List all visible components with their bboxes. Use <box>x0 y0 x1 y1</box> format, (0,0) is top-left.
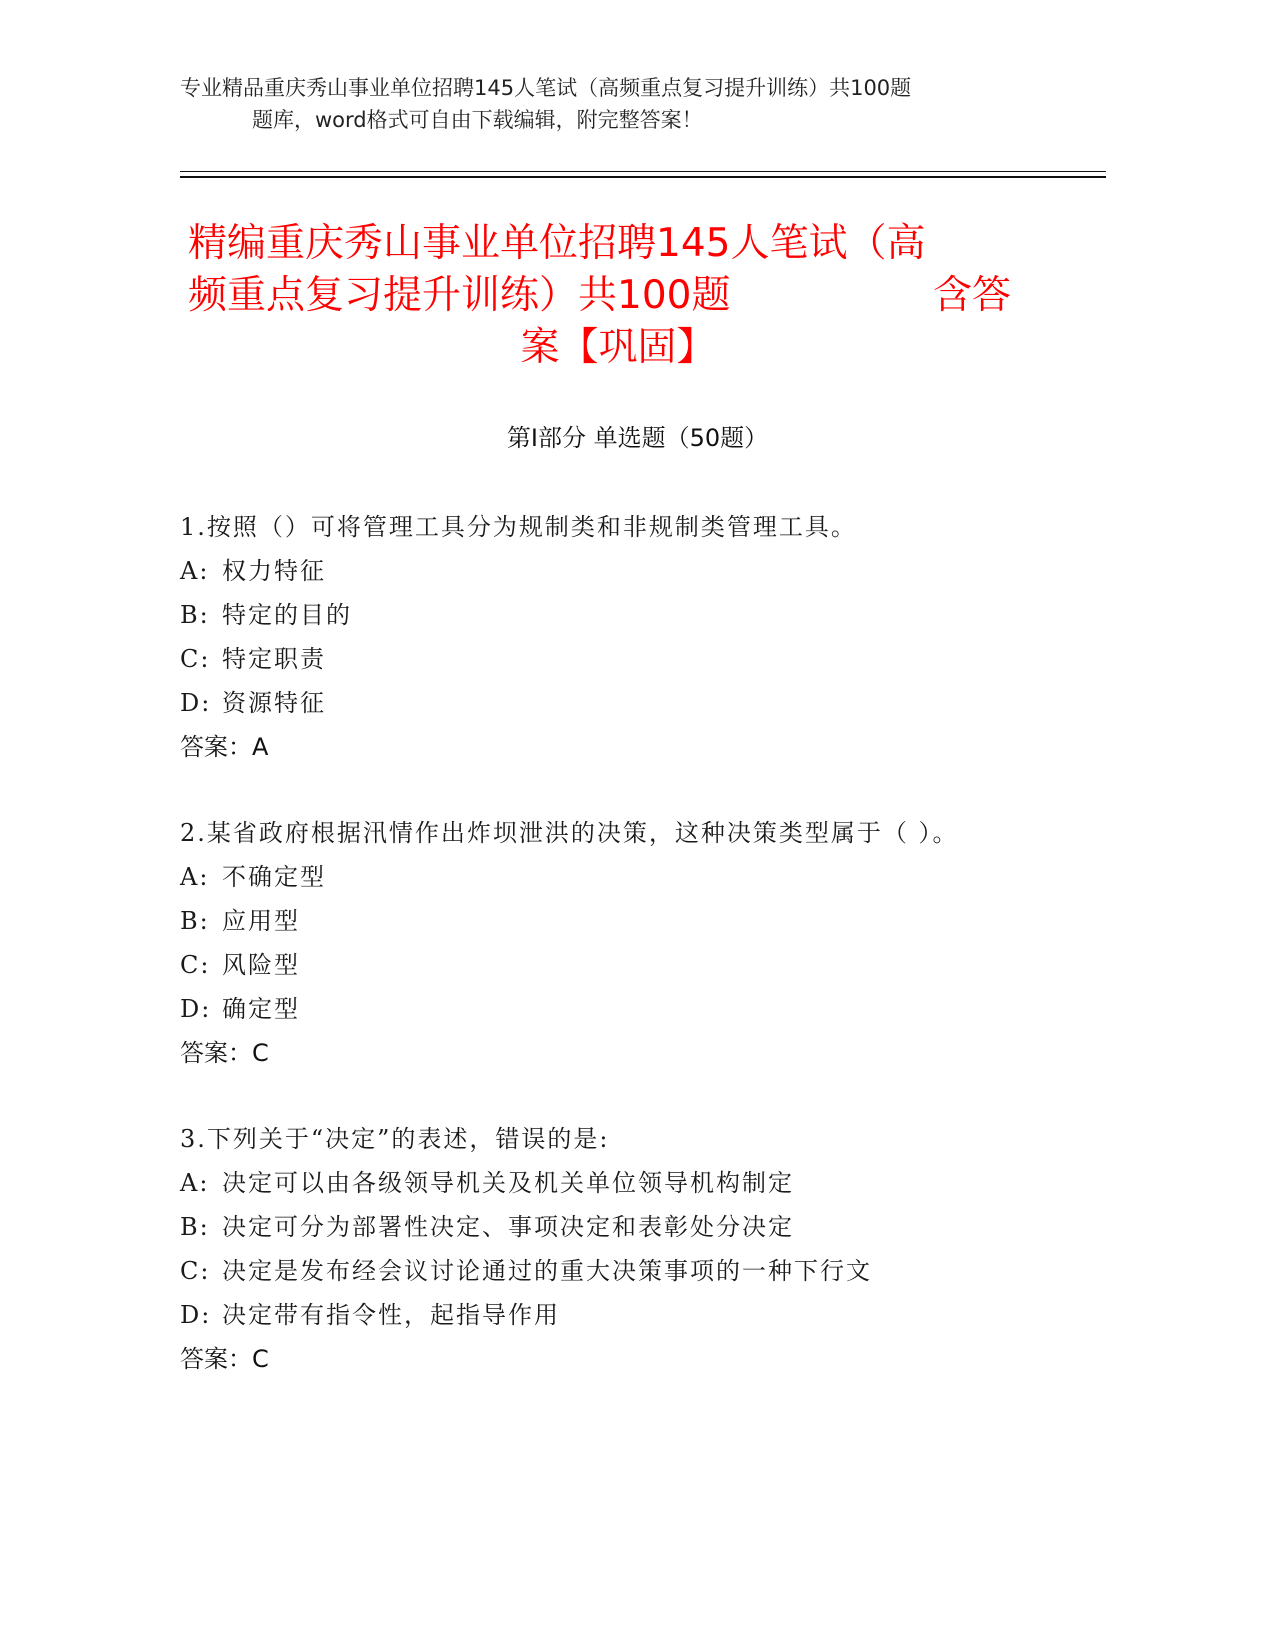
option-key: A: <box>180 1169 210 1197</box>
title-line-3: 案【巩固】 <box>520 325 716 370</box>
option-a <box>180 1161 1010 1205</box>
option-b <box>180 593 1010 637</box>
header-divider-thick <box>180 176 1106 178</box>
option-d <box>180 987 1010 1031</box>
option-c <box>180 943 1010 987</box>
option-d <box>180 681 1010 725</box>
option-text: 应用型 <box>222 907 300 935</box>
answer-line: 答案：C <box>180 1345 269 1373</box>
option-text: 确定型 <box>222 995 300 1023</box>
option-text: 权力特征 <box>222 557 326 585</box>
option-text: 特定职责 <box>222 645 326 673</box>
title-line-2 <box>188 270 1028 322</box>
document-header <box>180 72 1040 136</box>
option-key: D: <box>180 1301 212 1329</box>
option-key: C: <box>180 1257 211 1285</box>
option-key: A: <box>180 557 210 585</box>
title-line-2-text: 频重点复习提升训练）共100题 <box>188 273 731 318</box>
option-a <box>180 855 1010 899</box>
option-text: 决定是发布经会议讨论通过的重大决策事项的一种下行文 <box>222 1257 872 1285</box>
option-text: 决定可以由各级领导机关及机关单位领导机构制定 <box>222 1169 794 1197</box>
question-stem: 2.某省政府根据汛情作出炸坝泄洪的决策，这种决策类型属于（ ）。 <box>180 819 959 847</box>
option-text: 决定可分为部署性决定、事项决定和表彰处分决定 <box>222 1213 794 1241</box>
option-a <box>180 549 1010 593</box>
answer-line: 答案：C <box>180 1039 269 1067</box>
option-key: D: <box>180 689 212 717</box>
option-key: C: <box>180 951 211 979</box>
header-divider-thin <box>180 171 1106 172</box>
question-1 <box>180 505 1010 769</box>
question-2 <box>180 811 1010 1075</box>
question-stem: 1.按照（）可将管理工具分为规制类和非规制类管理工具。 <box>180 513 857 541</box>
option-text: 特定的目的 <box>222 601 352 629</box>
option-text: 不确定型 <box>222 863 326 891</box>
document-title <box>188 218 1028 374</box>
header-line-1: 专业精品重庆秀山事业单位招聘145人笔试（高频重点复习提升训练）共100题 <box>180 76 912 100</box>
option-key: C: <box>180 645 211 673</box>
option-key: B: <box>180 1213 210 1241</box>
option-text: 资源特征 <box>222 689 326 717</box>
option-key: A: <box>180 863 210 891</box>
section-title: 第Ⅰ部分 单选题（50题） <box>506 424 769 452</box>
option-key: B: <box>180 601 210 629</box>
option-text: 风险型 <box>222 951 300 979</box>
header-line-2: 题库，word格式可自由下载编辑，附完整答案！ <box>252 108 703 132</box>
option-d <box>180 1293 1010 1337</box>
option-b <box>180 899 1010 943</box>
question-list <box>180 505 1010 1423</box>
answer-line: 答案：A <box>180 733 269 761</box>
title-line-1: 精编重庆秀山事业单位招聘145人笔试（高 <box>188 221 926 266</box>
option-c <box>180 637 1010 681</box>
question-3 <box>180 1117 1010 1381</box>
title-line-2-suffix: 含答 <box>933 273 1012 318</box>
option-key: B: <box>180 907 210 935</box>
option-key: D: <box>180 995 212 1023</box>
option-b <box>180 1205 1010 1249</box>
option-text: 决定带有指令性，起指导作用 <box>222 1301 560 1329</box>
question-stem: 3.下列关于“决定”的表述，错误的是: <box>180 1125 610 1153</box>
option-c <box>180 1249 1010 1293</box>
